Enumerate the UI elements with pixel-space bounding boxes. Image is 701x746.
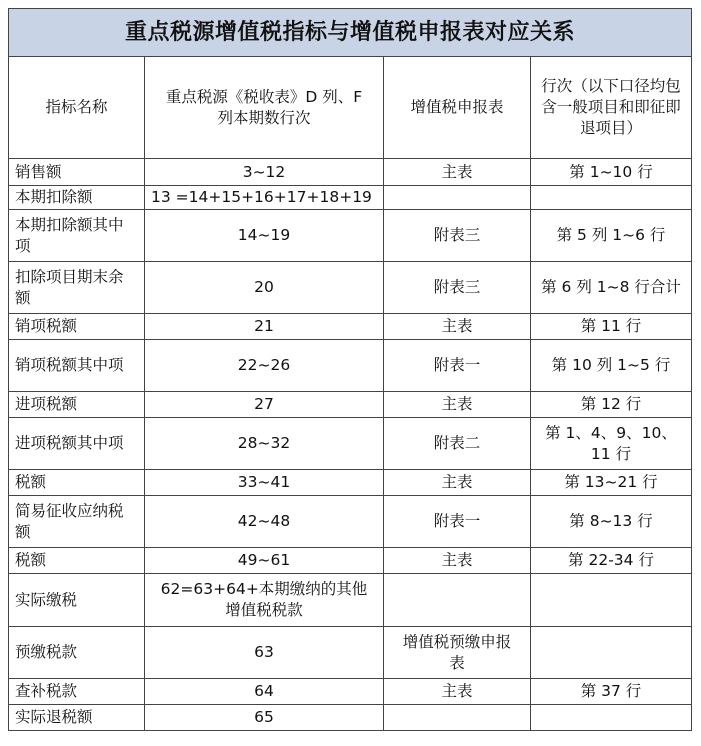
form-line: 第 22-34 行	[531, 548, 692, 574]
form-line	[531, 627, 692, 679]
table-row	[9, 679, 692, 705]
source-line: 64	[145, 679, 384, 705]
indicator-name: 销售额	[9, 159, 145, 186]
vat-form: 主表	[384, 548, 531, 574]
indicator-name: 进项税额其中项	[9, 418, 145, 470]
form-line: 第 10 列 1~5 行	[531, 340, 692, 392]
vat-form: 附表一	[384, 340, 531, 392]
vat-form: 附表一	[384, 496, 531, 548]
header-indicator-name: 指标名称	[9, 57, 145, 159]
vat-form: 主表	[384, 314, 531, 340]
vat-form	[384, 574, 531, 627]
indicator-name: 税额	[9, 470, 145, 496]
table-row	[9, 262, 692, 314]
source-line: 65	[145, 705, 384, 731]
indicator-name: 预缴税款	[9, 627, 145, 679]
vat-form	[384, 186, 531, 210]
header-vat-form: 增值税申报表	[384, 57, 531, 159]
form-line: 第 1~10 行	[531, 159, 692, 186]
source-line: 33~41	[145, 470, 384, 496]
vat-form: 主表	[384, 392, 531, 418]
source-line: 20	[145, 262, 384, 314]
table-row	[9, 340, 692, 392]
table-row	[9, 705, 692, 731]
form-line: 第 1、4、9、10、11 行	[531, 418, 692, 470]
indicator-name: 税额	[9, 548, 145, 574]
form-line: 第 5 列 1~6 行	[531, 210, 692, 262]
vat-form: 主表	[384, 470, 531, 496]
source-line: 62=63+64+本期缴纳的其他增值税税款	[145, 574, 384, 627]
indicator-name: 本期扣除额其中项	[9, 210, 145, 262]
form-line: 第 13~21 行	[531, 470, 692, 496]
form-line	[531, 574, 692, 627]
form-line	[531, 186, 692, 210]
form-line: 第 12 行	[531, 392, 692, 418]
header-row	[9, 57, 692, 159]
title-row	[9, 9, 692, 57]
table-row	[9, 159, 692, 186]
source-line: 3~12	[145, 159, 384, 186]
form-line: 第 6 列 1~8 行合计	[531, 262, 692, 314]
form-line: 第 8~13 行	[531, 496, 692, 548]
source-line: 49~61	[145, 548, 384, 574]
indicator-name: 查补税款	[9, 679, 145, 705]
vat-form	[384, 705, 531, 731]
table-row	[9, 314, 692, 340]
source-line: 14~19	[145, 210, 384, 262]
vat-form: 主表	[384, 679, 531, 705]
indicator-name: 本期扣除额	[9, 186, 145, 210]
table-row	[9, 627, 692, 679]
form-line: 第 11 行	[531, 314, 692, 340]
source-line: 22~26	[145, 340, 384, 392]
source-line: 21	[145, 314, 384, 340]
indicator-name: 实际缴税	[9, 574, 145, 627]
indicator-name: 销项税额其中项	[9, 340, 145, 392]
table-row	[9, 392, 692, 418]
vat-form: 附表三	[384, 262, 531, 314]
table-row	[9, 496, 692, 548]
source-line: 42~48	[145, 496, 384, 548]
indicator-name: 实际退税额	[9, 705, 145, 731]
indicator-name: 扣除项目期末余额	[9, 262, 145, 314]
mapping-table	[8, 8, 692, 731]
mapping-table-container	[8, 8, 691, 731]
table-title: 重点税源增值税指标与增值税申报表对应关系	[9, 9, 692, 57]
table-row	[9, 418, 692, 470]
table-row	[9, 548, 692, 574]
indicator-name: 进项税额	[9, 392, 145, 418]
source-line: 13 =14+15+16+17+18+19	[145, 186, 384, 210]
form-line: 第 37 行	[531, 679, 692, 705]
form-line	[531, 705, 692, 731]
vat-form: 附表三	[384, 210, 531, 262]
table-row	[9, 574, 692, 627]
indicator-name: 简易征收应纳税额	[9, 496, 145, 548]
source-line: 63	[145, 627, 384, 679]
table-row	[9, 210, 692, 262]
vat-form: 增值税预缴申报表	[384, 627, 531, 679]
table-row	[9, 186, 692, 210]
header-line-number: 行次（以下口径均包含一般项目和即征即退项目）	[531, 57, 692, 159]
source-line: 28~32	[145, 418, 384, 470]
vat-form: 主表	[384, 159, 531, 186]
source-line: 27	[145, 392, 384, 418]
indicator-name: 销项税额	[9, 314, 145, 340]
vat-form: 附表二	[384, 418, 531, 470]
table-row	[9, 470, 692, 496]
header-source-column: 重点税源《税收表》D 列、F 列本期数行次	[145, 57, 384, 159]
